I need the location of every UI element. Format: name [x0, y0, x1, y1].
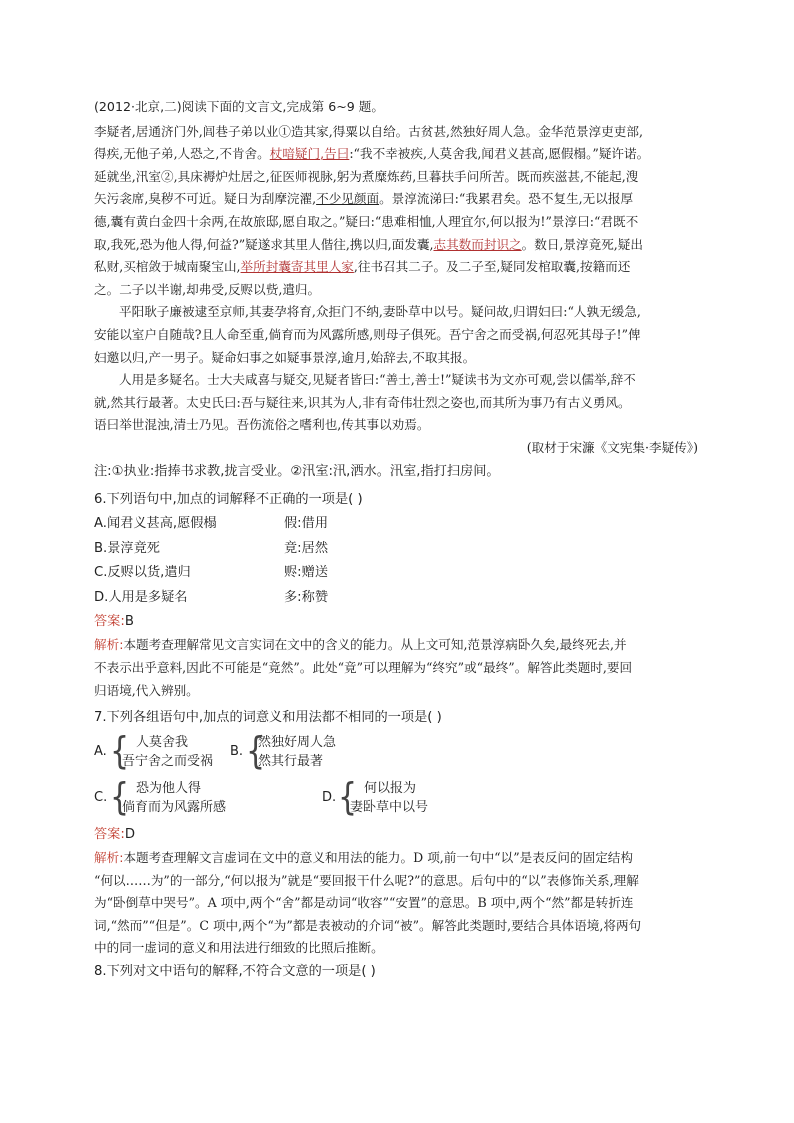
analysis-text: 归语境,代入辨别。 — [94, 682, 199, 698]
analysis-text: 不表示出乎意料,因此不可能是“竟然”。此处“竟”可以理解为“终究”或“最终”。解答此类题时,要回 — [94, 659, 633, 675]
question-7-analysis — [94, 847, 698, 960]
analysis-text: 本题考查理解文言虚词在文中的意义和用法的能力。D 项,前一句中“以”是表反问的固定结构 — [123, 849, 633, 865]
analysis-text: “何以……为”的一部分,“何以报为”就是“要回报干什么呢?”的意思。后句中的“以”表修饰关系,理解 — [94, 872, 639, 888]
passage-footnote: 注:①执业:指捧书求教,拢言受业。②汛室:汛,洒水。汛室,指打扫房间。 — [94, 463, 500, 479]
question-7-option-a: A. { 人莫舍我 吾宁舍之而受祸 — [94, 729, 214, 773]
question-6-analysis — [94, 634, 698, 702]
question-header: (2012·北京,二)阅读下面的文言文,完成第 6~9 题。 — [94, 99, 384, 114]
passage-source: (取材于宋濂《文宪集·李疑传》) — [526, 439, 698, 455]
question-6-option: D.人用是多疑名 多:称赞 — [94, 589, 329, 605]
question-7-option-d: D. { 何以报为 妻卧草中以号 — [322, 775, 429, 819]
question-8-stem: 8.下列对文中语句的解释,不符合文意的一项是( ) — [94, 963, 376, 979]
passage-line: 李疑者,居通济门外,闾巷子弟以业①造其家,得粟以自给。古贫甚,然独好周人急。金华范景淳吏吏部, — [94, 123, 643, 139]
passage-line: 得疾,无他子弟,人恐之,不肯舍。杖喑疑门,告曰:“我不幸被疾,人莫舍我,闻君义甚高,愿假榻。”疑许诺。 — [94, 146, 650, 162]
question-6-option: A.闻君义甚高,愿假榻 假:借用 — [94, 516, 329, 532]
passage-line: 就,然其行最著。太史氏曰:吾与疑往来,识其为人,非有奇伟壮烈之姿也,而其所为事乃有古义勇风。 — [94, 394, 631, 410]
passage-line: 取,我死,恐为他人得,何益?”疑遂求其里人偕往,携以归,面发囊,志其数而封识之。数日,景淳竟死,疑出 — [94, 236, 643, 252]
question-7-options-ab — [94, 729, 698, 773]
analysis-text: 中的同一虚词的意义和用法进行细致的比照后推断。 — [94, 940, 384, 956]
passage-line: 人用是多疑名。士大夫咸喜与疑交,见疑者皆曰:“善士,善士!”疑读书为文亦可观,尝以儒举,辞不 — [119, 372, 636, 388]
passage-line: 之。二子以半谢,却弗受,反赆以赀,遣归。 — [94, 281, 321, 297]
passage-line: 矢污衾席,臭秽不可近。疑日为刮摩浣濯,不少见颜面。景淳流涕曰:“我累君矣。恐不复生,无以报厚 — [94, 191, 634, 207]
marked-phrase: 杖喑疑门,告曰 — [269, 146, 350, 162]
question-6-stem: 6.下列语句中,加点的词解释不正确的一项是( ) — [94, 491, 363, 507]
passage-paragraph-1 — [94, 121, 698, 302]
question-7-options-cd — [94, 775, 698, 819]
question-6-option: B.景淳竟死 竟:居然 — [94, 540, 329, 556]
analysis-label: 解析: — [94, 849, 124, 865]
marked-phrase: 不少见颜面 — [316, 191, 380, 207]
question-7-option-c: C. { 恐为他人得 倘育而为风露所感 — [94, 775, 227, 819]
marked-phrase: 举所封囊寄其里人家 — [240, 259, 354, 275]
passage-line: 平阳耿子廉被逮至京师,其妻孕将育,众拒门不纳,妻卧草中以号。疑问故,归谓妇曰:“人孰无缓急, — [119, 304, 641, 320]
passage-line: 妇邀以归,产一男子。疑命妇事之如疑事景淳,逾月,始辞去,不取其报。 — [94, 349, 476, 365]
passage-paragraph-2 — [94, 301, 698, 369]
analysis-text: 为“卧倒草中哭号”。A 项中,两个“舍”都是动词“收容”“安置”的意思。B 项中,两个“然”都是转折连 — [94, 895, 634, 911]
analysis-text: 本题考查理解常见文言实词在文中的含义的能力。从上文可知,范景淳病卧久矣,最终死去,并 — [123, 637, 627, 653]
question-6-option: C.反赆以货,遣归 赆:赠送 — [94, 565, 329, 581]
passage-line: 安能以室户自随哉?且人命至重,倘育而为风露所感,则母子俱死。吾宁舍之而受祸,何忍死其母子!”俾 — [94, 326, 641, 342]
passage-line: 语曰举世混浊,清士乃见。吾伤流俗之嗜利也,传其事以劝焉。 — [94, 417, 430, 433]
passage-paragraph-3 — [94, 369, 698, 437]
passage-line: 德,囊有黄白金四十余两,在故旅邸,愿自取之。”疑曰:“患难相恤,人理宜尔,何以报为!”景淳曰:“君既不 — [94, 213, 639, 229]
passage-line: 延就坐,汛室②,具床褥炉灶居之,征医师视脉,躬为煮糜炼药,旦暮扶手问所苦。既而疾滋甚,不能起,溲 — [94, 168, 639, 184]
document-page — [94, 96, 698, 984]
question-7-stem: 7.下列各组语句中,加点的词意义和用法都不相同的一项是( ) — [94, 710, 442, 726]
question-7-option-b: B. { 然独好周人急 然其行最著 — [230, 729, 337, 773]
marked-phrase: 志其数而封识之 — [433, 236, 522, 252]
analysis-text: 词,“然而”“但是”。C 项中,两个“为”都是表被动的介词“被”。解答此类题时,要结合具体语境,将两句 — [94, 917, 642, 933]
question-6-answer: 答案:B — [94, 613, 134, 629]
analysis-label: 解析: — [94, 637, 124, 653]
question-7-answer: 答案:D — [94, 826, 135, 842]
passage-line: 私财,买棺敛于城南聚宝山,举所封囊寄其里人家,往书召其二子。及二子至,疑同发棺取囊,按籍而还 — [94, 259, 631, 275]
